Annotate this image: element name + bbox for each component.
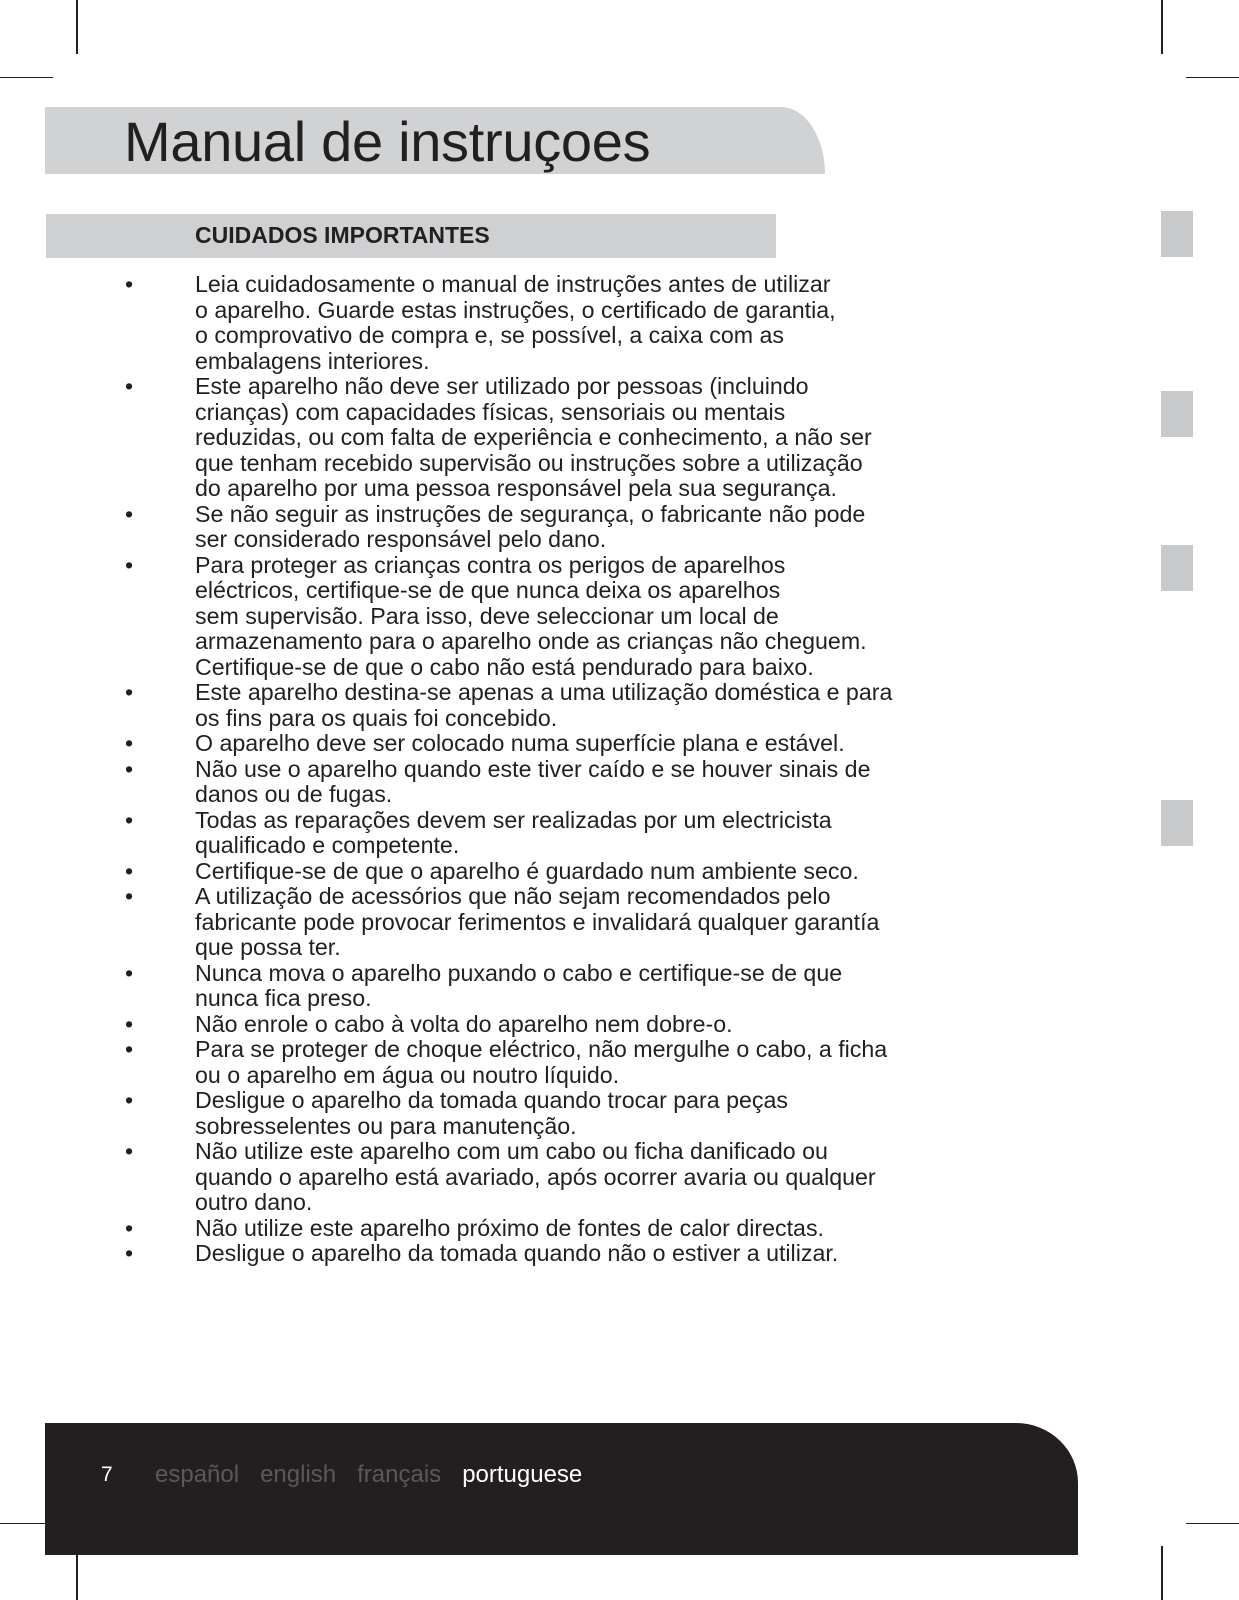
list-item-text: Não use o aparelho quando este tiver caído e se houver sinais de danos ou de fugas. <box>195 755 871 807</box>
bullet-icon: • <box>125 1214 134 1241</box>
bullet-icon: • <box>125 1138 134 1164</box>
language-tab-2[interactable]: français <box>357 1461 442 1488</box>
bullet-icon: • <box>125 1036 134 1062</box>
language-tab-0[interactable]: español <box>155 1461 240 1488</box>
list-item <box>125 1216 975 1242</box>
language-tab-1[interactable]: english <box>260 1461 337 1488</box>
bullet-icon: • <box>125 730 134 756</box>
list-item-text: Este aparelho destina-se apenas a uma utilização doméstica e para os fins para os quais foi concebido. <box>195 679 893 731</box>
list-item <box>125 1037 975 1088</box>
list-item <box>125 374 975 502</box>
list-item <box>125 757 975 808</box>
list-item-text: Certifique-se de que o aparelho é guardado num ambiente seco. <box>195 857 859 884</box>
list-item-text: Para se proteger de choque eléctrico, não mergulhe o cabo, a ficha ou o aparelho em água ou noutro líquido. <box>195 1036 888 1088</box>
bullet-icon: • <box>125 883 134 909</box>
crop-mark <box>1186 77 1239 78</box>
list-item-text: Não enrole o cabo à volta do aparelho nem dobre-o. <box>195 1010 733 1037</box>
list-item-text: Nunca mova o aparelho puxando o cabo e certifique-se de que nunca fica preso. <box>195 959 843 1011</box>
language-tab-3[interactable]: portuguese <box>462 1461 583 1488</box>
bullet-icon: • <box>125 1240 134 1266</box>
safety-instructions-list <box>125 272 975 1267</box>
list-item-text: Para proteger as crianças contra os perigos de aparelhos eléctricos, certifique-se de que nunca deixa os aparelhos sem supervisão. Para isso, deve seleccionar um local de armazenamento para o aparelho onde as crianças não cheguem. Certifique-se de que o cabo não está pendurado para baixo. <box>195 551 867 680</box>
crop-mark <box>1161 1546 1163 1600</box>
bullet-icon: • <box>125 679 134 705</box>
side-tab <box>1161 545 1193 591</box>
list-item-text: Desligue o aparelho da tomada quando não o estiver a utilizar. <box>195 1240 839 1266</box>
bullet-icon: • <box>125 1087 134 1113</box>
list-item-text: Este aparelho não deve ser utilizado por pessoas (incluindo crianças) com capacidades físicas, sensoriais ou mentais reduzidas, ou com falta de experiência e conhecimento, a não ser que tenham recebido supervisão ou instruções sobre a utilização do aparelho por uma pessoa responsável pela sua segurança. <box>195 373 872 501</box>
list-item <box>125 1012 975 1038</box>
bullet-icon: • <box>125 1010 134 1037</box>
list-item-text: O aparelho deve ser colocado numa superfície plana e estável. <box>195 730 845 756</box>
page-title: Manual de instruçoes <box>124 110 651 173</box>
section-heading: CUIDADOS IMPORTANTES <box>195 222 490 248</box>
list-item-text: A utilização de acessórios que não sejam recomendados pelo fabricante pode provocar ferimentos e invalidará qualquer garantía que possa ter. <box>195 883 880 960</box>
list-item <box>125 859 975 885</box>
list-item <box>125 808 975 859</box>
list-item-text: Desligue o aparelho da tomada quando trocar para peças sobresselentes ou para manutenção. <box>195 1087 788 1139</box>
list-item <box>125 1241 975 1267</box>
list-item-text: Todas as reparações devem ser realizadas por um electricista qualificado e competente. <box>195 806 832 858</box>
crop-mark <box>76 0 78 54</box>
list-item <box>125 553 975 681</box>
bullet-icon: • <box>125 857 134 884</box>
list-item-text: Não utilize este aparelho com um cabo ou ficha danificado ou quando o aparelho está avariado, após ocorrer avaria ou qualquer outro dano. <box>195 1138 876 1215</box>
list-item <box>125 1139 975 1216</box>
crop-mark <box>0 77 53 78</box>
crop-mark <box>1161 0 1163 54</box>
side-tab <box>1161 391 1193 437</box>
list-item <box>125 502 975 553</box>
bullet-icon: • <box>125 500 134 527</box>
bullet-icon: • <box>125 755 134 782</box>
list-item <box>125 1088 975 1139</box>
bullet-icon: • <box>125 806 134 833</box>
bullet-icon: • <box>125 271 134 297</box>
list-item <box>125 680 975 731</box>
list-item-text: Não utilize este aparelho próximo de fontes de calor directas. <box>195 1214 824 1241</box>
list-item <box>125 884 975 961</box>
bullet-icon: • <box>125 959 134 986</box>
side-tab <box>1161 800 1193 846</box>
list-item <box>125 731 975 757</box>
list-item <box>125 272 975 374</box>
bullet-icon: • <box>125 373 134 399</box>
side-tab <box>1161 211 1193 257</box>
list-item-text: Leia cuidadosamente o manual de instruções antes de utilizar o aparelho. Guarde estas instruções, o certificado de garantia, o comprovativo de compra e, se possível, a caixa com as embalagens interiores. <box>195 271 836 374</box>
language-nav <box>155 1460 582 1490</box>
list-item <box>125 961 975 1012</box>
list-item-text: Se não seguir as instruções de segurança, o fabricante não pode ser considerado responsável pelo dano. <box>195 500 866 552</box>
bullet-icon: • <box>125 551 134 578</box>
page-number: 7 <box>101 1463 113 1486</box>
crop-mark <box>1186 1523 1239 1524</box>
